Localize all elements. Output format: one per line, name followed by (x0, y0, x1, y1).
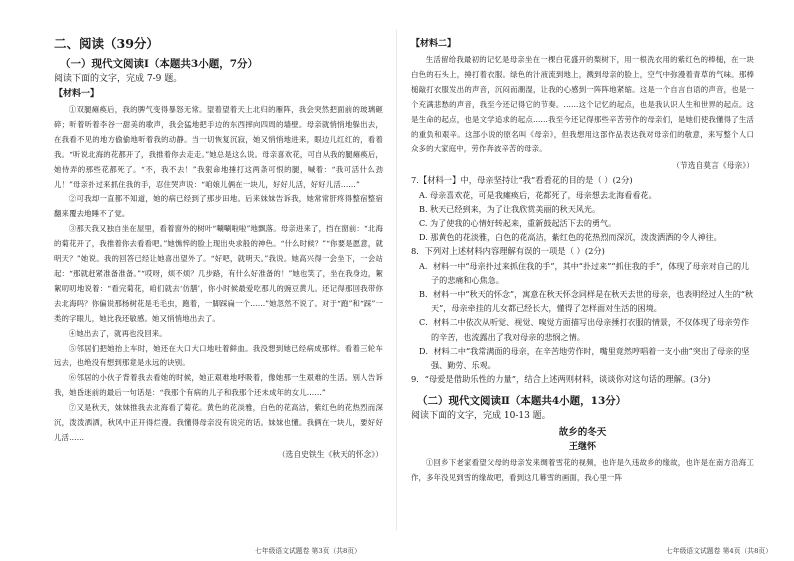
page-footer: 七年级语文试题卷 第4页（共8页） (666, 547, 772, 555)
reading-one-instruction: 阅读下面的文字，完成 7-9 题。 (54, 74, 183, 84)
page-footer: 七年级语文试题卷 第3页（共8页） (255, 547, 361, 555)
question-8-option: A．材料一中“母亲扑过来抓住我的手”，其中“扑过来”“抓住我的手”，体现了母亲对自己的儿子的悲痛和心焦急。 (419, 260, 750, 285)
question-7-option: D. 那黄色的花淡雅，白色的花高洁，紫红色的花热烈而深沉，泼泼洒洒的令人神往。 (419, 232, 722, 243)
reading-one-heading: （一）现代文阅读Ⅰ（本题共3小题，7分） (60, 58, 259, 70)
paragraph: ⑦又是秋天，妹妹推我去北海看了菊花。黄色的花淡雅，白色的花高洁，紫红色的花热烈而深沉，泼泼洒洒，秋风中正开得烂漫。我懂得母亲没有说完的话。妹妹也懂。我俩在一块儿，要好好儿活…… (54, 403, 383, 442)
question-8-option: D．材料二中“我常满面的母亲，在辛苦地劳作时，嘴里竟然哼唱着一支小曲”突出了母亲的坚强、勤劳、乐观。 (419, 345, 750, 370)
question-7-option: B. 秋天已经到来，为了让我欣赏美丽的秋天风光。 (419, 203, 601, 214)
source-citation: （选自史铁生《秋天的怀念》） (277, 449, 383, 459)
paragraph: ⑥邻居的小伙子背着我去看她的时候，她正艰难地呼吸着，像她那一生艰难的生活。别人告诉我，她昏迷前的最后一句话是：“我那个有病的儿子和我那个还未成年的女儿……” (54, 373, 383, 398)
question-8-option: C．材料二中依次从听觉、视觉、嗅觉方面描写出母亲捶打衣服的情景，不仅体现了母亲劳作的辛苦，也流露出了我对母亲的悲悯之情。 (419, 317, 749, 342)
question-8-option: B．材料一中“秋天的怀念”，寓意在秋天怀念同样是在秋天去世的母亲，也表明经过人生的“秋天”，母亲牵挂的儿女都已经长大，懂得了怎样面对生活的困境。 (419, 288, 754, 314)
material-one-label: 【材料一】 (54, 89, 100, 99)
question-7-option: A. 母亲喜欢花，可是我瘫痪后，花都死了，母亲想去北海看看花。 (419, 189, 657, 200)
paragraph: ⑤邻居们把她抬上车时，她还在大口大口地吐着鲜血。我没想到她已经病成那样。看着三轮车远去，也绝没有想到那竟是永远的诀别。 (54, 343, 383, 368)
article-paragraph: ①回乡下老家看望父母的母亲发来绸着雪花的视频，也许是久违故乡的缘故，也许是在南方沿海工作，多年没见到雪的缘故吧，看到这几幕雪的画面，我心里一阵 (411, 458, 754, 483)
paragraph: ④她出去了，就再也没回来。 (68, 328, 167, 338)
reading-two-instruction: 阅读下面的文字，完成 10-13 题。 (411, 411, 551, 422)
section-heading: 二、阅读（39分） (54, 36, 159, 51)
article-author: 王继怀 (568, 442, 596, 453)
source-citation: （节选自莫言《母亲》） (672, 161, 754, 171)
question-7-option: C. 为了使我的心情好转起来，重新鼓起活下去的勇气。 (419, 217, 617, 228)
article-title: 故乡的冬天 (558, 427, 607, 439)
material-two-label: 【材料二】 (411, 39, 457, 49)
right-page (397, 0, 794, 561)
question-9: 9．“母爱是借助乐性的力量”，结合上述两则材料，谈谈你对这句话的理解。(3分) (411, 374, 711, 385)
paragraph: ③那天我又独自坐在屋里，看着窗外的树叶“唰唰啦啦”地飘落。母亲进来了，挡在窗前：“北海的菊花开了，我推着你去看看吧。”她憔悴的脸上现出央求般的神色。“什么时候？”“你要是愿意，就明天？”她说。我的回答已经让她喜出望外了。“好吧，就明天。”我说。她高兴得一会坐下，一会站起：“那就赶紧准备准备。”“哎呀，烦不烦？几步路，有什么好准备的！”她也笑了，坐在我身边，絮絮叨叨地说着：“看完菊花，咱们就去‘仿膳’，你小时候最爱吃那儿的豌豆黄儿。还记得那回我带你去北海吗？你偏说那杨树花是毛毛虫，跑着，一脚踩扁一个……”她忽然不说了。对于“跑”和“踩”一类的字眼儿，她比我还敏感。她又悄悄地出去了。 (54, 224, 383, 323)
question-8-stem: 8．下列对上述材料内容理解有误的一项是（ ）(2分) (411, 246, 605, 257)
question-7-stem: 7.【材料一】中，母亲坚持让“我”看看花的目的是（ ）(2分) (411, 175, 633, 186)
reading-two-heading: （二）现代文阅读Ⅱ（本题共4小题，13分） (417, 395, 627, 408)
material-two-paragraph: 生活留给我最初的记忆是母亲坐在一棵白花盛开的梨树下，用一根洗衣用的紫红色的棒槌，在一块白色的石头上，捶打着衣服。绿色的汁液流到地上，溅到母亲的脸上，空气中弥漫着青草的气味。那棒槌敲打衣服发出的声音，沉闷而潮湿，让我的心感到一阵阵地紧缩。这是一个自言自语的声音，也是一个充满悲愁的声音，我至今还记得它的节奏。……这个记忆的起点，也是我认识人生和世界的起点。这是生命的起点，也是文学追求的起点……我至今还记得那些辛苦劳作的母亲们，是她们使我懂得了生活的重负和艰辛。这部小说的原名叫《母亲》，但我想用这部作品表达我对母亲们的敬意，来写整个人口众多的大家庭中，劳作奔波辛苦的母亲。 (411, 55, 754, 154)
paragraph: ②可我却一直都不知道，她的病已经到了那步田地。后来妹妹告诉我，她常常肝疼得整宿整宿翻来覆去地睡不了觉。 (54, 194, 383, 219)
paragraph: ①双腿瘫痪后，我的脾气变得暴怒无常。望着望着天上北归的雁阵，我会突然把面前的玻璃砸碎；听着听着李谷一甜美的歌声，我会猛地把手边的东西摔向四周的墙壁。母亲就悄悄地躲出去，在我看不见的地方偷偷地听着我的动静。当一切恢复沉寂，她又悄悄地进来，眼边儿红红的，看着我。“听说北海的花都开了，我推着你去走走。”她总是这么说。母亲喜欢花，可自从我的腿瘫痪后，她侍弄的那些花都死了。“不，我不去！”我狠命地捶打这两条可恨的腿，喊着：“我可活什么劲儿！”母亲扑过来抓住我的手，忍住哭声说：“咱娘儿俩在一块儿，好好儿活，好好儿活……” (54, 105, 383, 189)
